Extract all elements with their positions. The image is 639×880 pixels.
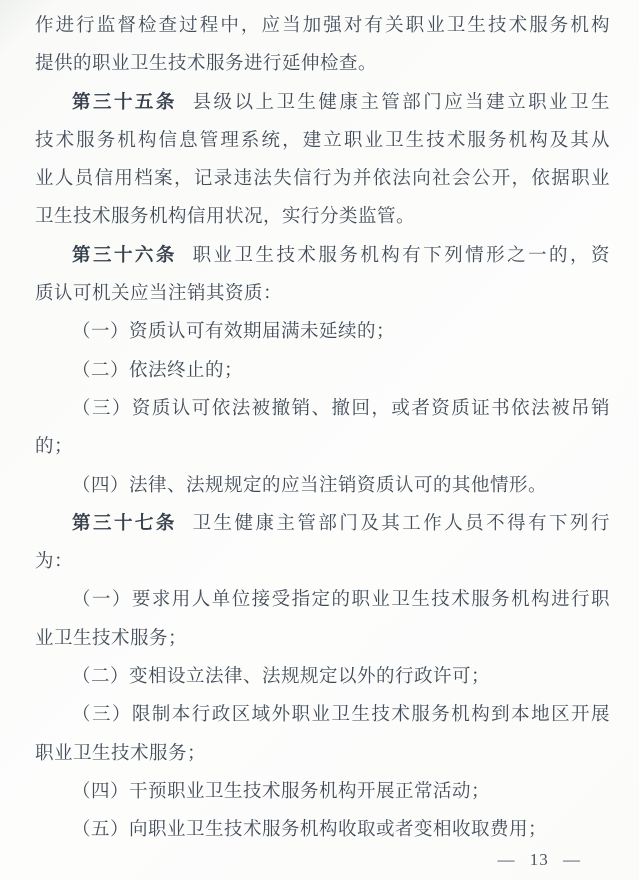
document-line-item-1: （一）要求用人单位接受指定的职业卫生技术服务机构进行职 [72, 590, 610, 611]
document-line-item-3: （三）限制本行政区域外职业卫生技术服务机构到本地区开展 [72, 705, 610, 726]
document-line: 业人员信用档案，记录违法失信行为并依法向社会公开，依据职业 [35, 169, 610, 190]
document-line: 为： [35, 552, 74, 573]
article-number-36: 第三十六条 [72, 245, 177, 266]
document-line-item-5: （五）向职业卫生技术服务机构收取或者变相收取费用； [72, 820, 548, 841]
document-line-item-4: （四）法律、法规规定的应当注销资质认可的其他情形。 [72, 475, 548, 496]
document-line-item-2: （二）变相设立法律、法规规定以外的行政许可； [72, 667, 491, 688]
document-line: 技术服务机构信息管理系统，建立职业卫生技术服务机构及其从 [35, 130, 610, 151]
document-line [35, 505, 610, 543]
document-line: 卫生技术服务机构信用状况，实行分类监管。 [35, 207, 416, 228]
document-line-item-2: （二）依法终止的； [72, 360, 244, 381]
document-line: 质认可机关应当注销其资质： [35, 284, 283, 305]
article-number-35: 第三十五条 [72, 92, 177, 113]
line-text: 职业卫生技术服务机构有下列情形之一的，资 [192, 245, 610, 266]
document-line: 业卫生技术服务； [35, 628, 188, 649]
document-line [35, 84, 610, 122]
document-body [35, 7, 610, 850]
line-text: 卫生健康主管部门及其工作人员不得有下列行 [192, 513, 610, 534]
document-line-item-4: （四）干预职业卫生技术服务机构开展正常活动； [72, 781, 491, 802]
document-line: 提供的职业卫生技术服务进行延伸检查。 [35, 54, 378, 75]
document-line-item-1: （一）资质认可有效期届满未延续的； [72, 322, 396, 343]
document-line-item-3: （三）资质认可依法被撤销、撤回，或者资质证书依法被吊销 [72, 398, 610, 419]
line-text: 县级以上卫生健康主管部门应当建立职业卫生 [192, 92, 610, 113]
document-line: 的； [35, 437, 74, 458]
document-line: 作进行监督检查过程中，应当加强对有关职业卫生技术服务机构 [35, 16, 610, 36]
document-line: 职业卫生技术服务； [35, 743, 207, 764]
page-number: — 13 — [497, 850, 581, 869]
document-line [35, 237, 610, 275]
article-number-37: 第三十七条 [72, 513, 177, 534]
